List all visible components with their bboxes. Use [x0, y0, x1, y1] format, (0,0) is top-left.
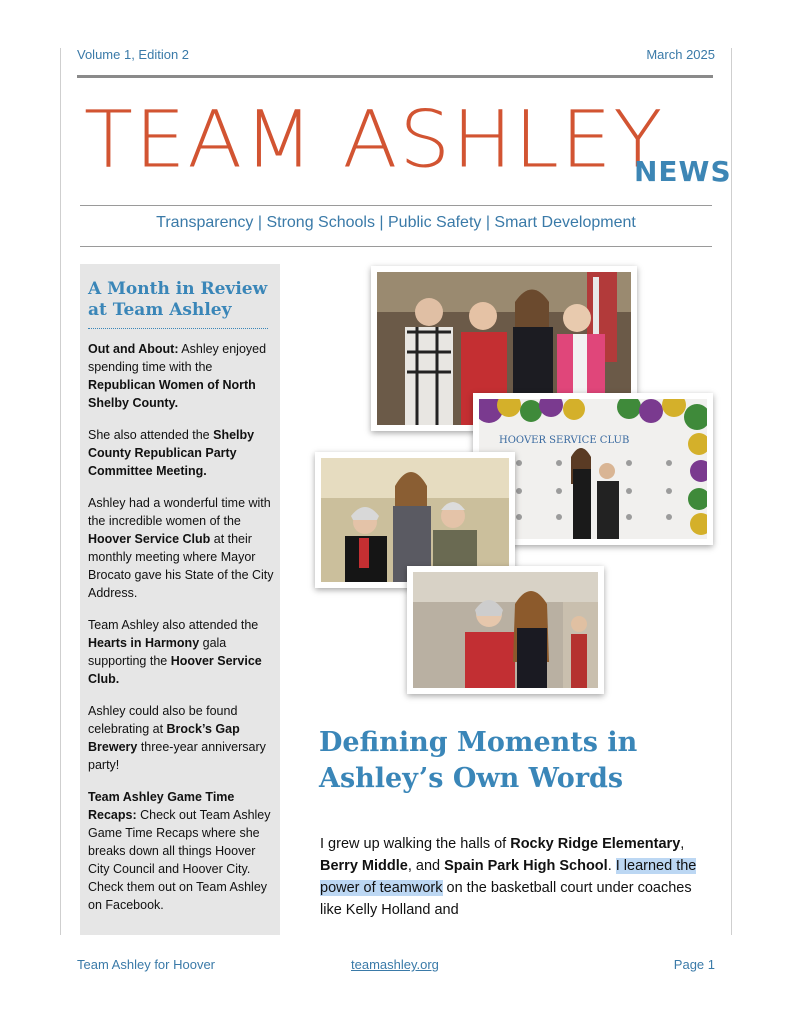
tagline: Transparency | Strong Schools | Public Safety | Smart Development [156, 214, 636, 231]
footer-page-number: Page 1 [673, 957, 715, 972]
tagline-rule-bottom [80, 246, 712, 247]
left-margin-line [60, 48, 61, 935]
sidebar-divider [88, 328, 268, 329]
article-body: I grew up walking the halls of Rocky Ridge Elementary, Berry Middle, and Spain Park High School. I learned the power of teamwork on the basketball court under coaches like Kelly Holland and [320, 836, 697, 918]
photo-two-women [407, 566, 604, 694]
sidebar-paragraph: Team Ashley also attended the Hearts in Harmony gala supporting the Hoover Service Club. [88, 618, 262, 686]
sidebar-paragraph: Ashley had a wonderful time with the incredible women of the Hoover Service Club at their monthly meeting where Mayor Brocato gave his State of the City Address. [88, 496, 274, 600]
sidebar-paragraph: Team Ashley Game Time Recaps: Check out Team Ashley Game Time Recaps where she breaks down all things Hoover City Council and Hoover City. Check them out on Team Ashley on Facebook. [88, 790, 271, 912]
photo-image [413, 572, 598, 688]
tagline-rule-top [80, 205, 712, 206]
sidebar-body [88, 340, 274, 928]
masthead-title: TEAM ASHLEY [84, 93, 665, 186]
sidebar-paragraph: She also attended the Shelby County Republican Party Committee Meeting. [88, 428, 255, 478]
sidebar-paragraph: Out and About: Ashley enjoyed spending time with the Republican Women of North Shelby County. [88, 342, 267, 410]
sidebar-title: A Month in Review at Team Ashley [88, 279, 268, 320]
volume-label: Volume 1, Edition 2 [77, 47, 190, 62]
highlighted-text[interactable]: I learned the power of teamwork [320, 858, 697, 896]
article-heading: Defining Moments in Ashley’s Own Words [319, 727, 638, 794]
backdrop-text: HOOVER SERVICE CLUB [499, 435, 630, 446]
sidebar-paragraph: Ashley could also be found celebrating at Brock’s Gap Brewery three-year anniversary party! [88, 704, 266, 772]
photo-image [321, 458, 509, 582]
issue-date: March 2025 [646, 47, 715, 62]
footer-website-link[interactable]: teamashley.org [351, 957, 439, 972]
header-rule [77, 75, 713, 78]
masthead-news: NEWS [634, 155, 732, 188]
footer-org: Team Ashley for Hoover [77, 957, 216, 972]
